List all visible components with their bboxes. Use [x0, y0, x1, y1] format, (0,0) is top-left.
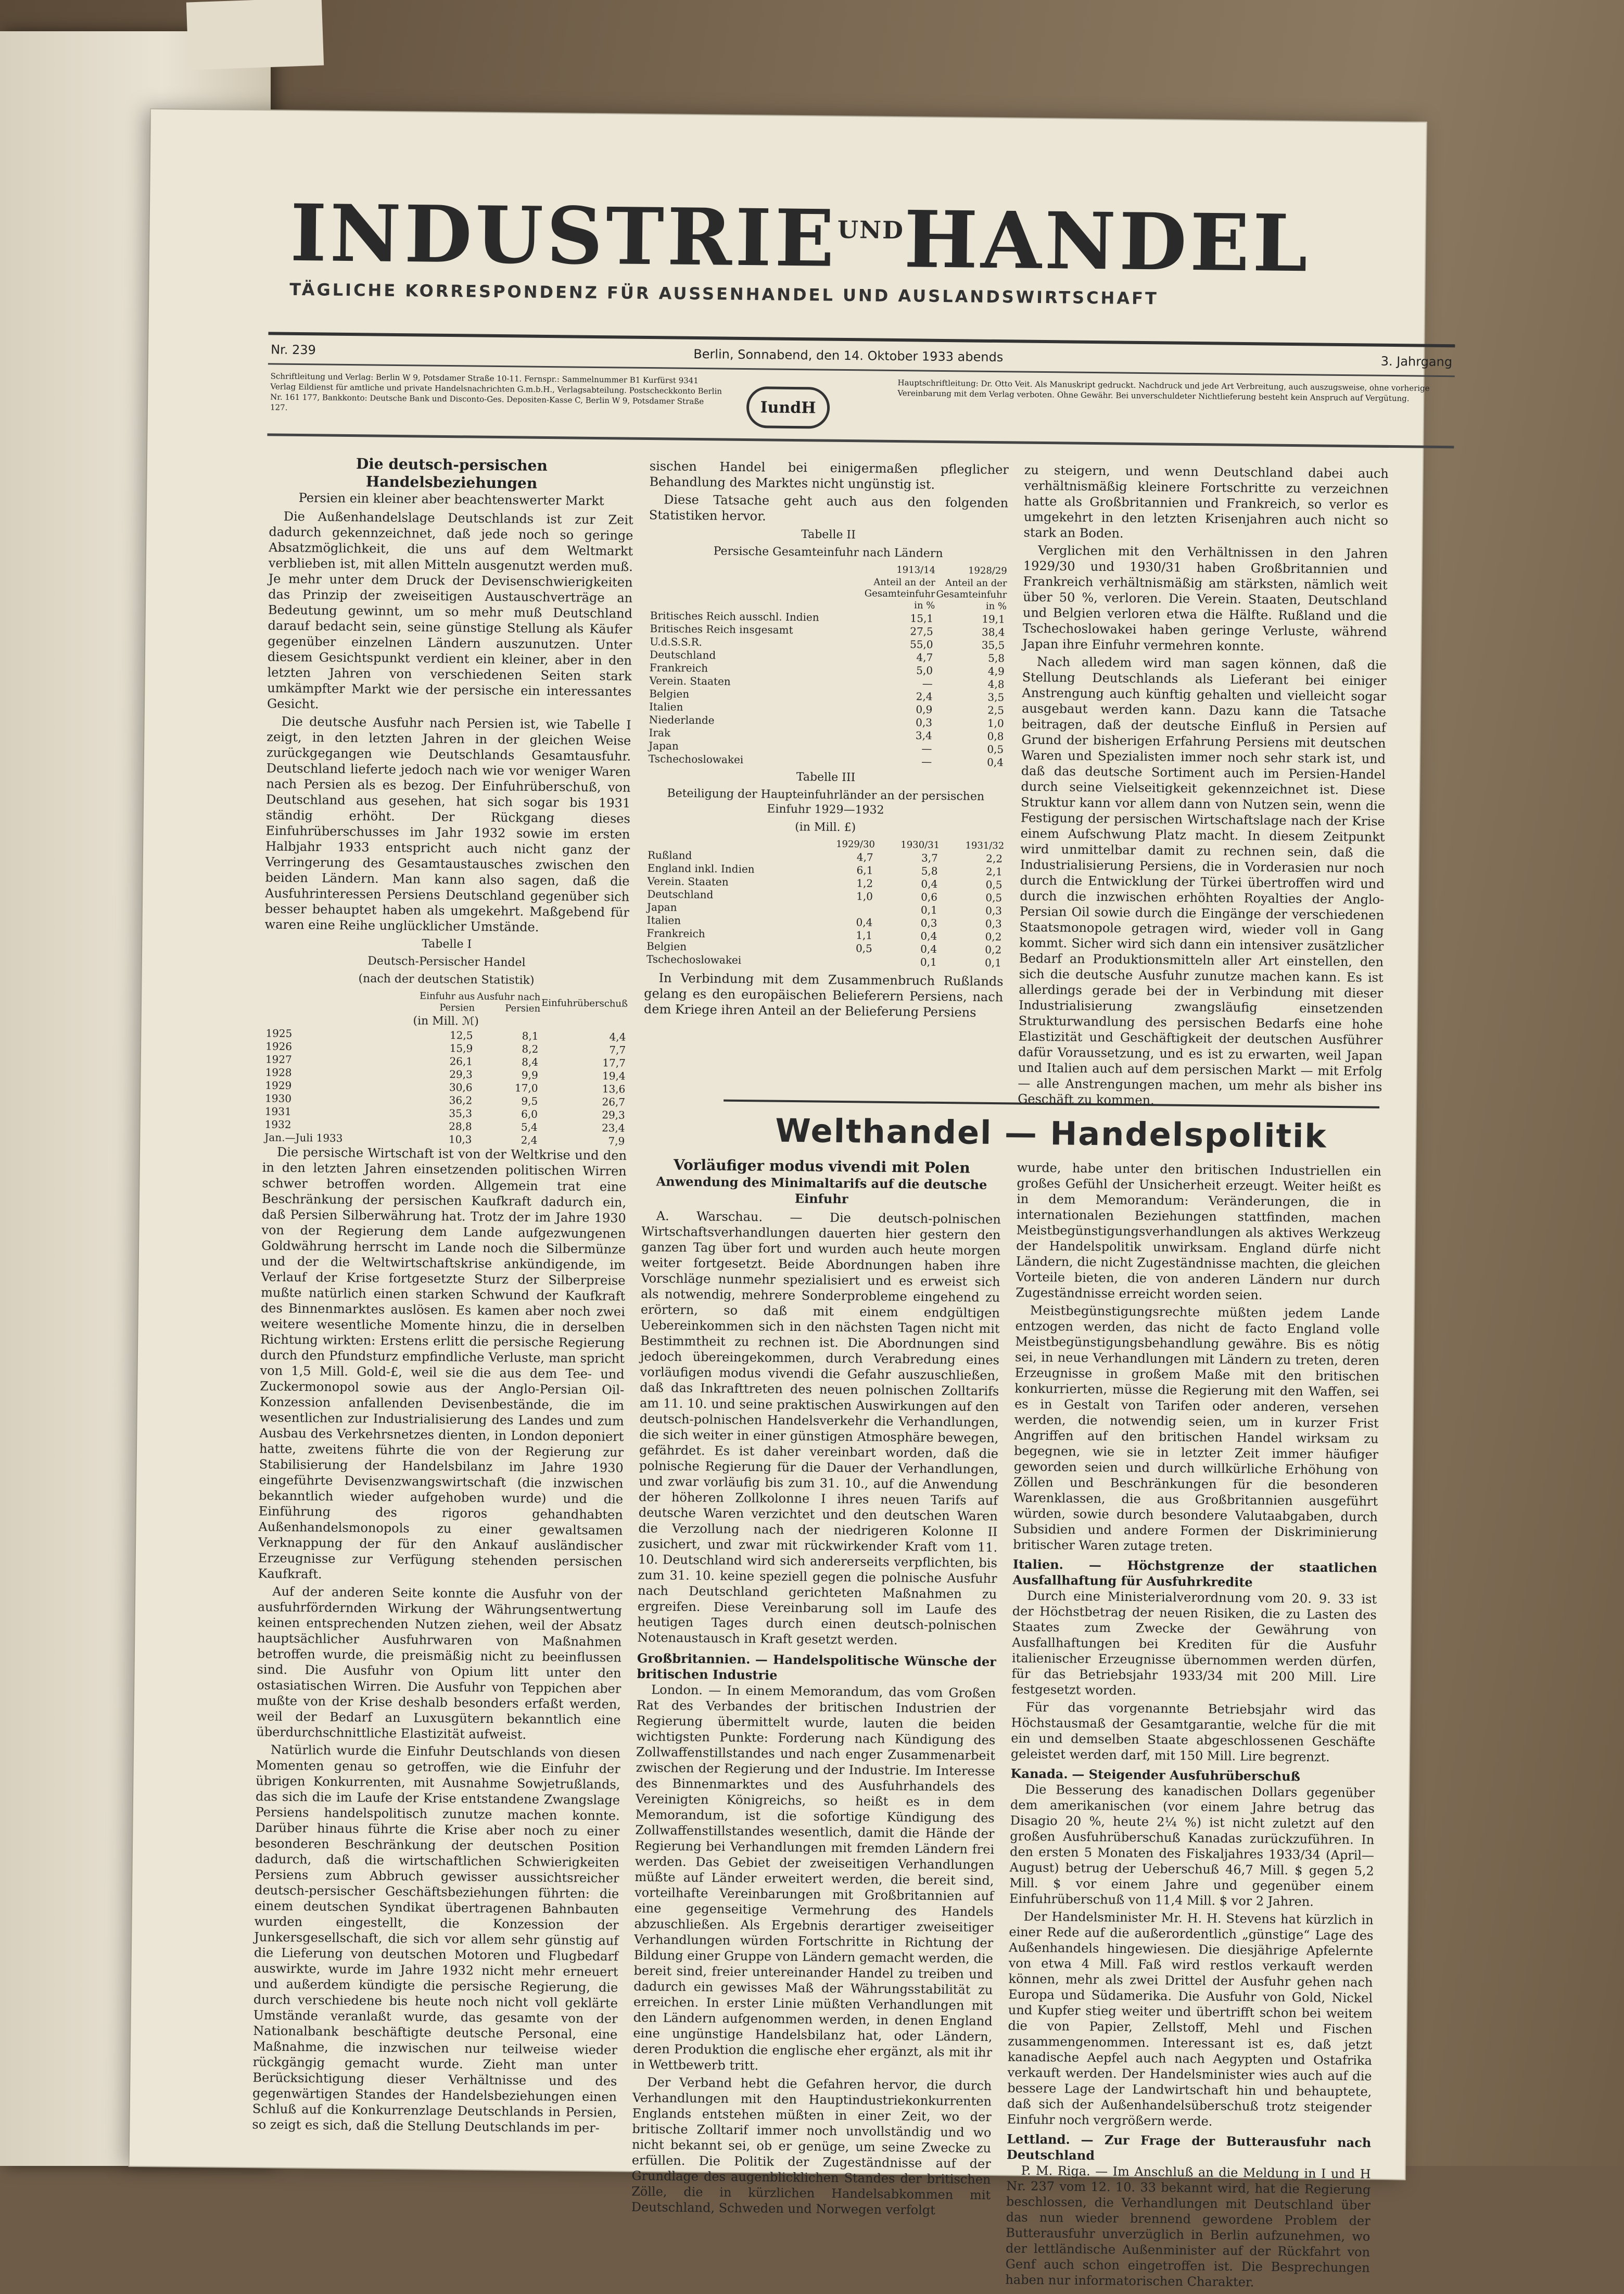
table-cell-value: 4,7: [856, 851, 873, 864]
paragraph: Nach alledem wird man sagen können, daß die Stellung Deutschlands als Lieferant bei einiger Anstrengung auch künftig gehalten und vielleicht sogar ausgebaut werden kann. Dazu kann die Tatsache beitragen, daß der deutsche Einfluß in Persien auf Grund der bisherigen Erfahrung Persiens mit deutschen Waren und Spezialisten immer noch sehr stark ist, und daß das deutsche Sortiment auch im Persien-Handel durch seine Vielseitigkeit gekennzeichnet ist. Diese Struktur kann vor allem dann von Nutzen sein, wenn die Festigung der persischen Wirtschaftslage nach der Krise einem Aufschwung Platz macht. In diesem Zeitpunkt wird unmittelbar damit zu rechnen sein, daß die Industrialisierung Persiens, die in Vorderasien nur noch durch die Entwicklung der Türkei übertroffen wird und durch die inzwischen erhöhten Royalties der Anglo-Persian Oil sowie durch die Eingänge der verschiedenen Staatsmonopole getragen wird, wieder voll in Gang kommt. Sicher wird sich dann ein intensiver zusätzlicher Bedarf an Produktionsmitteln aller Art einstellen, den sich die deutsche Ausfuhr zunutze machen kann. Es ist allerdings gerade bei der in Verbindung mit dieser Industrialisierung zwangsläufig einsetzenden Strukturwandlung des persischen Bedarfs eine hohe Elastizität und Geschäftigkeit der deutschen Ausführer dafür Voraussetzung, und es ist zu erwarten, weil Japan und Italien auch auf dem persischen Markt — mit Erfolg — alle Anstrengungen machen, um mehr als bisher ins Geschäft zu kommen.: [1018, 654, 1387, 1108]
table-cell-value: 0,4: [920, 929, 937, 942]
newspaper-page: [130, 109, 1453, 2290]
table-cell-value: 19,4: [602, 1069, 626, 1082]
table-cell-value: 30,6: [449, 1081, 473, 1094]
table-cell-value: 0,3: [985, 917, 1002, 930]
paragraph: Die Außenhandelslage Deutschlands ist zur Zeit dadurch gekennzeichnet, daß jede noch so geringe Absatzmöglichkeit, die uns auf dem Weltmarkt verblieben ist, mit allen Mitteln ausgenutzt werden muß. Je mehr unter dem Druck der Devisenschwierigkeiten das Prinzip der zweiseitigen Austauschverträge an Bedeutung gewinnt, um so mehr muß Deutschland darauf bedacht sein, seine günstige Stellung als Käufer gegenüber einzelnen Ländern auszunutzen. Unter diesem Gesichtspunkt verdient ein kleiner, aber in den letzten Jahren von verschiedenen Seiten stark umkämpfter Markt wie der persische ein interessantes Gesicht.: [267, 509, 633, 712]
table-cell-value: 2,2: [986, 852, 1003, 865]
table-cell-value: 5,4: [521, 1120, 538, 1133]
article-title-gb: Großbritannien.: [637, 1650, 751, 1667]
table-cell-value: 1,2: [856, 877, 873, 890]
dateline: Berlin, Sonnabend, den 14. Oktober 1933 abends: [693, 346, 1004, 365]
table-cell-country: Niederlande: [649, 713, 715, 727]
table-cell-value: 4,9: [987, 664, 1005, 678]
masthead-title-a: INDUSTRIE: [289, 187, 838, 285]
table-cell-country: Rußland: [647, 849, 692, 862]
paragraph: Verglichen mit den Verhältnissen in den Jahren 1929/30 und 1930/31 haben Großbritannien und Frankreich verhältnismäßig am stärksten, nämlich weit über 50 %, verloren. Die Verein. Staaten, Deutschland und Belgien verloren etwa die Hälfte. Rußland und die Tschechoslowakei haben geringe Verluste, während Japan ihre Einfuhr vermehren konnte.: [1022, 543, 1388, 654]
table-cell-value: 0,5: [987, 742, 1004, 756]
section-heading: Welthandel — Handelspolitik: [723, 1100, 1379, 1156]
table-cell-value: 0,3: [916, 716, 933, 729]
table-cell-value: —: [921, 742, 932, 755]
table-cell-year: 1929: [265, 1079, 292, 1092]
article-title-kanada: Kanada.: [1010, 1766, 1068, 1782]
table1-title: Deutsch-Persischer Handel: [367, 954, 526, 969]
table-cell-value: 2,4: [916, 690, 933, 703]
table-cell-value: 26,7: [602, 1095, 626, 1108]
table-cell-value: 7,9: [608, 1135, 625, 1148]
table-cell-value: 0,4: [987, 755, 1004, 769]
table-cell-year: 1932: [264, 1118, 291, 1131]
table-cell-year: 1926: [265, 1040, 293, 1053]
paragraph: zu steigern, und wenn Deutschland dabei auch verhältnismäßig kleinere Fortschritte zu verzeichnen hatte als Großbritannien und Frankreich, so verlor es umgekehrt in den letzten Krisenjahren auch nicht so stark an Boden.: [1023, 462, 1389, 541]
table-cell-value: 4,7: [916, 651, 933, 664]
table-cell-value: 0,5: [985, 878, 1003, 891]
table-cell-value: 10,3: [448, 1133, 472, 1146]
paragraph: Der Verband hebt die Gefahren hervor, die durch Verhandlungen mit den Hauptindustriekonkurrenten Englands entstehen müßten in einer Zeit, wo der britische Zolltarif immer noch unvollständig und wo nicht bekannt sei, ob er genüge, um seine Zwecke zu erfüllen. Die Politik der Zugeständnisse auf der Grundlage des augenblicklichen Standes der britischen Zölle, die in kürzlichen Handelsabkommen mit Deutschland, Schweden und Norwegen verfolgt: [631, 2075, 992, 2217]
table-cell-country: Verein. Staaten: [647, 875, 729, 888]
table3-col: 1931/32: [965, 840, 1005, 852]
table-cell-value: 0,5: [985, 891, 1003, 904]
table1-unit: (in Mill. ℳ): [413, 1014, 479, 1028]
table-cell-country: Tschechoslowakei: [646, 953, 742, 966]
table-cell-year: 1927: [265, 1053, 292, 1066]
table-cell-value: 29,3: [602, 1108, 625, 1121]
table-cell-country: Britisches Reich ausschl. Indien: [650, 609, 819, 624]
table3-unit: (in Mill. £): [795, 821, 856, 835]
table-cell-value: 3,4: [915, 729, 932, 742]
paragraph: Natürlich wurde die Einfuhr Deutschlands von diesen Momenten genau so getroffen, wie die Einfuhr der übrigen Konkurrenten, mit Ausnahme Sowjetrußlands, das sich die im Laufe der Krise entstandene Zwangslage Persiens handelspolitisch zunutze machen konnte. Darüber hinaus führte die Krise aber noch zu einer besonderen Beschränkung der deutschen Position dadurch, daß die wirtschaftlichen Schwierigkeiten Persiens zum Abbruch gewisser aussichtsreicher deutsch-persischer Geschäftsbeziehungen führten: die einem deutschen Syndikat übertragenen Bahnbauten wurden eingestellt, die Konzession der Junkersgesellschaft, die sich vor allem sehr günstig auf die Lieferung von deutschen Motoren und Flugbedarf auswirkte, wurde im Jahre 1932 nicht mehr erneuert und außerdem kündigte die persische Regierung, die durch verschiedene bis heute noch nicht voll geklärte Umstände veranlaßt wurde, das gesamte von der Nationalbank beschäftigte deutsche Personal, eine Maßnahme, die inzwischen nur teilweise wieder rückgängig gemacht wurde. Zieht man unter Berücksichtigung dieser Verhältnisse und des gegenwärtigen Standes der Handelsbeziehungen einen Schluß auf die Konkurrenzlage Deutschlands in Persien, so zeigt es sich, daß die Stellung Deutschlands im per-: [252, 1742, 621, 2136]
table-cell-value: 23,4: [601, 1121, 625, 1135]
table-cell-value: 5,8: [988, 651, 1005, 665]
table-cell-value: 0,1: [984, 956, 1002, 969]
table-cell-value: 15,1: [910, 612, 934, 625]
article-title-lettland: Lettland.: [1007, 2131, 1070, 2147]
table-cell-country: Frankreich: [646, 927, 705, 940]
table-cell-value: —: [921, 755, 932, 768]
table-cell-value: 0,4: [921, 877, 938, 890]
table-cell-value: 0,5: [855, 942, 872, 955]
table-cell-value: 2,5: [987, 703, 1005, 717]
masthead-subtitle: TÄGLICHE KORRESPONDENZ FÜR AUSSENHANDEL UND AUSLANDSWIRTSCHAFT: [289, 279, 1159, 309]
table-cell-country: England inkl. Indien: [647, 862, 755, 876]
column-3-bottom: [1005, 1160, 1381, 2293]
paragraph: Für das vorgenannte Betriebsjahr wird das Höchstausmaß der Gesamtgarantie, welche für die mit ein und demselben Staate abgeschlossenen Geschäfte geleistet werden darf, mit 150 Mill. Lire begrenzt.: [1010, 1699, 1376, 1764]
table-cell-country: Belgien: [646, 940, 687, 953]
table-cell-value: 13,6: [602, 1082, 626, 1095]
table-cell-country: Britisches Reich insgesamt: [650, 622, 793, 636]
table-cell-value: 3,7: [921, 851, 938, 864]
table-cell-value: 5,8: [921, 864, 938, 877]
table2: [646, 561, 1008, 769]
table-cell-value: 5,0: [916, 664, 933, 677]
table-cell-value: 27,5: [910, 625, 933, 638]
table2-caption: Tabelle II: [801, 528, 856, 542]
table-cell-value: 8,2: [522, 1042, 539, 1055]
column-1: [252, 454, 634, 2138]
article-subtitle-italien: — Höchstgrenze der staatlichen Ausfallhaftung für Ausfuhrkredite: [1012, 1557, 1377, 1590]
paragraph: Die Besserung des kanadischen Dollars gegenüber dem amerikanischen (vor einem Jahre betrug das Disagio 20 %, heute 2¼ %) ist nicht zuletzt auf den großen Ausfuhrüberschuß Kanadas zurückzuführen. In den ersten 5 Monaten des Fiskaljahres 1933/34 (April—August) betrug der Ueberschuß 46,7 Mill. $ gegen 5,2 Mill. $ vor einem Jahre und gegenüber einem Einfuhrüberschuß von 11,4 Mill. $ vor 2 Jahren.: [1009, 1782, 1375, 1909]
table-cell-value: 8,1: [522, 1029, 539, 1042]
paragraph: Durch eine Ministerialverordnung vom 20. 9. 33 ist der Höchstbetrag der neuen Risiken, die zu Lasten des Staates zum Zwecke der Gewährung von Ausfallhaftungen bei Krediten für die Ausfuhr italienischer Erzeugnisse übernommen werden dürfen, für das Betriebsjahr 1933/34 mit 200 Mill. Lire festgesetzt worden.: [1011, 1588, 1377, 1698]
masthead-title-und: UND: [837, 215, 905, 245]
table-cell-value: 26,1: [449, 1055, 473, 1068]
table-cell-value: 7,7: [609, 1043, 626, 1056]
table-cell-year: Jan.—Juli 1933: [264, 1131, 343, 1144]
table1-header: Ausfuhr nach Persien: [477, 991, 541, 1014]
table-cell-country: Verein. Staaten: [649, 674, 731, 688]
masthead-title-b: HANDEL: [903, 194, 1311, 290]
table-cell-country: Japan: [649, 739, 679, 752]
table-cell-value: 0,1: [920, 903, 937, 916]
table-cell-value: 0,3: [920, 916, 937, 929]
table-cell-country: Irak: [649, 726, 671, 739]
article-head-lettland: [1007, 2131, 1372, 2166]
paragraph: Auf der anderen Seite konnte die Ausfuhr von der ausfuhrfördernden Wirkung der Währungsentwertung keinen entsprechenden Nutzen ziehen, weil der Absatz hauptsächlicher Ausfuhrwaren von Maßnahmen betroffen wurde, die preismäßig nicht zu beeinflussen sind. Die Ausfuhr von Opium litt unter den ostasiatischen Wirren. Die Ausfuhr von Teppichen aber mußte von der Krise deshalb besonders erfaßt werden, weil der Bedarf an Luxusgütern bekanntlich eine überdurchschnittliche Elastizität aufweist.: [256, 1584, 623, 1742]
table-cell-value: 55,0: [909, 638, 933, 651]
table-cell-value: 4,8: [987, 677, 1005, 691]
imprint-rule: [267, 433, 1454, 448]
issue-number: Nr. 239: [271, 342, 316, 358]
table1-caption: Tabelle I: [422, 937, 472, 951]
table-cell-country: Frankreich: [649, 661, 708, 675]
table3-caption: Tabelle III: [796, 771, 856, 785]
table-cell-value: 1,1: [856, 929, 873, 942]
article-subtitle-polen: Anwendung des Minimaltarifs auf die deutsche Einfuhr: [656, 1174, 987, 1207]
table-cell-country: Tschechoslowakei: [648, 752, 744, 766]
table-cell-value: 0,3: [985, 904, 1003, 917]
paragraph: sischen Handel bei einigermaßen pfleglicher Behandlung des Marktes nicht ungünstig ist.: [649, 459, 1009, 492]
table-cell-value: 12,5: [449, 1029, 473, 1042]
table-cell-value: 1,0: [856, 890, 873, 903]
table-cell-year: 1928: [265, 1066, 292, 1079]
table-cell-value: 17,7: [602, 1056, 626, 1069]
table-cell-value: 0,1: [920, 955, 937, 968]
table-cell-country: Italien: [646, 914, 681, 927]
article-head-gb: [637, 1650, 996, 1685]
table-cell-value: 15,9: [449, 1042, 473, 1055]
table-cell-country: Deutschland: [649, 648, 716, 662]
column-3: [1018, 462, 1389, 1113]
paper-scrap: [186, 0, 324, 70]
table2-col: 1928/29: [968, 565, 1007, 577]
masthead-title: [289, 187, 1456, 290]
table-cell-value: 0,9: [916, 703, 933, 716]
article-title-italien: Italien.: [1012, 1556, 1064, 1572]
paragraph: A. Warschau. — Die deutsch-polnischen Wirtschaftsverhandlungen dauerten hier gestern den ganzen Tag über fort und wurden auch heute morgen weiter fortgesetzt. Beide Abordnungen haben ihre Vorschläge nunmehr spezialisiert und es erweist sich als notwendig, mehrere Sonderprobleme eingehend zu erörtern, so daß mit einem endgültigen Uebereinkommen sich in den nächsten Tagen nicht mit Bestimmtheit zu rechnen ist. Die Abordnungen sind jedoch übereingekommen, durch Verabredung eines vorläufigen modus vivendi die Gefahr auszuschließen, daß das Inkrafttreten des neuen polnischen Zolltarifs am 11. 10. und seine praktischen Auswirkungen auf den deutsch-polnischen Handelsverkehr die Verhandlungen, die sich weiter in einer günstigen Atmosphäre bewegen, gefährdet. Es ist daher vereinbart worden, daß die polnische Regierung für die Dauer der Verhandlungen, und zwar vorläufig bis zum 31. 10., auf die Anwendung der höheren Zollkolonne I ihres neuen Tarifs auf deutsche Waren verzichtet und den deutschen Waren die Verzollung nach der niedrigeren Kolonne II zusichert, und zwar mit rückwirkender Kraft vom 11. 10. Deutschland wird sich andererseits verpflichten, bis zum 31. 10. keine speziell gegen die polnische Ausfuhr nach Deutschland gerichteten Maßnahmen zu ergreifen. Diese Vereinbarung soll im Laufe des heutigen Tages durch einen deutsch-polnischen Notenaustausch in Kraft gesetzt werden.: [637, 1208, 1001, 1648]
publisher-logo: IundH: [746, 386, 830, 429]
table-cell-value: 0,2: [985, 943, 1002, 956]
imprint-right: Hauptschriftleitung: Dr. Otto Veit. Als Manuskript gedruckt. Nachdruck und jede Art Verbreitung, auch auszugsweise, ohne vorherige Vereinbarung mit dem Verlag verboten. Ohne Gewähr. Bei unverschuldeter Nichtlieferung besteht kein Anspruch auf Vergütung.: [897, 378, 1430, 404]
table-cell-value: [810, 902, 874, 916]
table3: [644, 836, 1005, 969]
column-2: [644, 458, 1009, 1023]
table2-col: 1913/14: [896, 564, 936, 576]
table-cell-value: 35,3: [449, 1107, 473, 1120]
paragraph: Die deutsche Ausfuhr nach Persien ist, wie Tabelle I zeigt, in den letzten Jahren in der gleichen Weise zurückgegangen wie Deutschlands Gesamtausfuhr. Deutschland lieferte jedoch nach wie vor weniger Waren nach Persien als es bezog. Der Einfuhrüberschuß, von Deutschland aus gesehen, hat sich sogar bis 1931 ständig erhöht. Der Rückgang dieses Einfuhrüberschusses im Jahr 1932 sowie im ersten Halbjahr 1933 entspricht auch nicht ganz der Verringerung des Gesamtaustausches zwischen den beiden Ländern. Man kann also sagen, daß die Ausfuhrinteressen Persiens Deutschland gegenüber sich besser behauptet haben als umgekehrt. Maßgebend für waren eine Reihe unglücklicher Umstände.: [264, 714, 631, 935]
table-cell-value: 2,4: [521, 1133, 538, 1146]
article-subtitle-kanada: — Steigender Ausfuhrüberschuß: [1072, 1766, 1301, 1784]
table-cell-value: 28,8: [449, 1120, 472, 1133]
table2-sub: Anteil an der Gesamteinfuhr in %: [864, 576, 935, 611]
table-cell-value: 2,1: [985, 865, 1003, 878]
table-cell-country: Japan: [646, 901, 677, 914]
table-cell-value: 0,6: [921, 890, 938, 903]
table-cell-value: 4,4: [609, 1030, 626, 1043]
table1-note: (nach der deutschen Statistik): [358, 972, 535, 987]
table-cell-value: 17,0: [514, 1081, 538, 1094]
paragraph: In Verbindung mit dem Zusammenbruch Rußlands gelang es den europäischen Belieferern Persiens, nach dem Kriege ihren Anteil an der Belieferung Persiens: [643, 970, 1004, 1020]
table-cell-country: U.d.S.S.R.: [650, 635, 703, 649]
paragraph: Meistbegünstigungsrechte müßten jedem Lande entzogen werden, das nicht de facto England volle Meistbegünstigungsbehandlung gewähre. Bis es nötig sei, in neue Verhandlungen mit Ländern zu treten, deren Erzeugnisse in großem Maße mit den britischen konkurrierten, müsse die Regierung mit den Waffen, sei es in Gestalt von Tarifen oder anderen, versehen werden, die notwendig seien, um in kurzer Frist Angriffen auf den britischen Handel wirksam zu begegnen, wie sie in letzter Zeit immer häufiger geworden seien und durch willkürliche Erhöhung von Zöllen und Beschränkungen für die besonderen Warenklassen, die aus Großbritannien ausgeführt würden, sowie durch besondere Valutaabgaben, durch Subsidien und andere Formen der Diskriminierung britischer Waren zutage treten.: [1013, 1303, 1380, 1554]
column-2-bottom: [631, 1156, 1001, 2221]
article-title-persien: Die deutsch-persischen Handelsbeziehungen: [356, 455, 548, 492]
table-cell-country: Italien: [649, 700, 683, 713]
table3-col: 1929/30: [836, 838, 876, 850]
paragraph: Der Handelsminister Mr. H. H. Stevens hat kürzlich in einer Rede auf die außerordentlich „günstige“ Lage des Außenhandels hingewiesen. Die diesjährige Apfelernte von etwa 4 Mill. Faß wird restlos verkauft werden können, mehr als zwei Drittel der Ausfuhr gehen nach Europa und Südamerika. Die Ausfuhr von Gold, Nickel und Kupfer stieg weiter und übertrifft schon bei weitem die von Papier, Zellstoff, Mehl und Fischen zusammengenommen. Interessant ist es, daß jetzt kanadische Aepfel auch nach Aegypten und Ostafrika verkauft werden. Der Handelsminister wies auch auf die bessere Lage der Landwirtschaft hin und behauptete, daß sich der Außenhandelsüberschuß trotz steigender Einfuhr noch vergrößern werde.: [1007, 1909, 1374, 2129]
article-subtitle-persien: Persien ein kleiner aber beachtenswerter Markt: [298, 490, 604, 509]
table-cell-country: Deutschland: [647, 888, 714, 901]
table1-header: Einfuhr aus Persien: [420, 990, 475, 1014]
table-cell-value: 3,5: [987, 690, 1005, 704]
paragraph: Diese Tatsache geht auch aus den folgenden Statistiken hervor.: [649, 492, 1009, 524]
table-cell-value: 0,4: [856, 916, 873, 929]
table-cell-value: 29,3: [449, 1068, 473, 1081]
table-cell-value: 38,4: [981, 625, 1005, 639]
table-cell-value: 9,5: [521, 1094, 538, 1107]
article-title-polen: Vorläufiger modus vivendi mit Polen: [673, 1156, 970, 1177]
table-cell-value: 0,4: [920, 942, 937, 955]
table-cell-value: 19,1: [982, 612, 1005, 626]
paragraph: Die persische Wirtschaft ist von der Weltkrise und den in den letzten Jahren einsetzenden politischen Wirren schwer betroffen worden. Allgemein trat eine Beschränkung der persischen Kaufkraft dadurch ein, daß Persien Silberwährung hat. Trotz der im Jahre 1930 von der Regierung dem Lande aufgezwungenen Goldwährung herrscht im Lande noch die Silbermünze und der die Weltwirtschaftskrise ankündigende, im Verlauf der Krise fortgesetzte Sturz der Silberpreise mußte natürlich einen starken Schwund der Kaufkraft des Binnenmarktes auslösen. Es kamen aber noch zwei weitere wesentliche Momente hinzu, die in derselben Richtung wirkten: Erstens erlitt die persische Regierung durch den Pfundsturz empfindliche Verluste, man spricht von 1,5 Mill. Gold-£, weil sie die aus dem Tee- und Zuckermonopol sowie aus der Anglo-Persian Oil-Konzession anfallenden Devisenbestände, die im wesentlichen zur Industrialisierung des Landes und zum Ausbau des Verkehrsnetzes dienten, in London deponiert hatte, zweitens führte die von der Regierung zur Stabilisierung der Handelsbilanz im Jahre 1930 eingeführte Devisenzwangswirtschaft (die inzwischen bekanntlich wieder aufgehoben wurde) und die Einführung des rigoros gehandhabten Außenhandelsmonopols zu einer gewaltsamen Verknappung der für den Ankauf ausländischer Erzeugnisse zur Verfügung stehenden persischen Kaufkraft.: [258, 1144, 627, 1582]
table1: [262, 988, 628, 1148]
article-head-italien: [1012, 1556, 1377, 1591]
table3-col: 1930/31: [900, 839, 940, 851]
table-cell-value: 9,9: [521, 1068, 538, 1081]
table-cell-value: 8,4: [522, 1055, 539, 1068]
table1-header: Einfuhrüberschuß: [541, 997, 628, 1010]
paragraph: P. M. Riga. — Im Anschluß an die Meldung in I und H Nr. 237 vom 12. 10. 33 bekannt wird, hat die Regierung beschlossen, die Verhandlungen mit Deutschland über das nun wieder brennend gewordene Problem der Butterausfuhr unverzüglich in Berlin aufzunehmen, wo der lettländische Außenminister auf der Rückfahrt von Genf auch schon eingetroffen ist. Die Besprechungen haben nur informatorischen Charakter.: [1005, 2163, 1371, 2290]
table-cell-year: 1925: [265, 1027, 293, 1040]
table-cell-value: 0,8: [987, 729, 1004, 743]
table-cell-value: 0,2: [985, 930, 1002, 943]
table-cell-value: —: [922, 677, 933, 690]
article-subtitle-gb: — Handelspolitische Wünsche der britischen Industrie: [637, 1652, 997, 1683]
table-cell-value: [809, 954, 874, 968]
table-cell-value: 36,2: [449, 1094, 473, 1107]
table-cell-value: 6,1: [856, 864, 873, 877]
table-cell-value: 6,0: [521, 1107, 538, 1120]
table2-sub: Anteil an der Gesamteinfuhr in %: [936, 577, 1007, 612]
table-cell-value: 1,0: [987, 716, 1004, 730]
table3-title: Beteiligung der Haupteinfuhrländer an der persischen Einfuhr 1929—1932: [667, 787, 985, 817]
table-cell-value: 35,5: [981, 638, 1005, 652]
table-cell-year: 1930: [264, 1092, 292, 1105]
table2-title: Persische Gesamteinfuhr nach Ländern: [713, 545, 943, 560]
article-subtitle-lettland: — Zur Frage der Butterausfuhr nach Deutschland: [1006, 2132, 1372, 2163]
imprint-left: Schriftleitung und Verlag: Berlin W 9, Potsdamer Straße 10-11. Fernspr.: Sammelnummer B1 Kurfürst 9341 Verlag Eildienst für amtliche und private Handelsnachrichten G.m.b.H., Verlagsabteilung. Postscheckkonto Berlin Nr. 161 177, Bankkonto: Deutsche Bank und Disconto-Ges. Depositen-Kasse C, Berlin W 9, Potsdamer Straße 127.: [270, 371, 722, 412]
table-cell-country: Belgien: [649, 687, 690, 700]
volume: 3. Jahrgang: [1380, 354, 1453, 370]
table-cell-year: 1931: [264, 1105, 291, 1118]
paragraph: London. — In einem Memorandum, das vom Großen Rat des Verbandes der britischen Industrien der Regierung übermittelt wurde, lauten die beiden wichtigsten Punkte: Forderung nach Kündigung des Zollwaffenstillstandes und nach enger Zusammenarbeit zwischen der Regierung und der Industrie. Im Interesse des Binnenmarktes und des Ausfuhrhandels des Vereinigten Königreichs, so heißt es in dem Memorandum, ist die sofortige Kündigung des Zollwaffenstillstandes wesentlich, damit die Hände der Regierung bei Verhandlungen mit fremden Ländern frei werden. Das Gebiet der zweiseitigen Verhandlungen müßte auf Länder erweitert werden, die bereit sind, vorteilhafte Vereinbarungen mit Großbritannien auf eine gegenseitige Vermehrung des Handels abzuschließen. Als Ergebnis derartiger zweiseitiger Verhandlungen würden Fortschritte in Richtung der Bildung einer Gruppe von Ländern gemacht werden, die bereit sind, freier untereinander Handel zu treiben und dadurch ein gewisses Maß der Währungsstabilität zu erreichen. In erster Linie müßten Verhandlungen mit den Ländern aufgenommen werden, in denen England eine ungünstige Handelsbilanz hat, oder Ländern, deren Produktion die englische eher ergänzt, als mit ihr in Wettbewerb tritt.: [632, 1682, 996, 2073]
paragraph: wurde, habe unter den britischen Industriellen ein großes Gefühl der Unsicherheit erzeugt. Weiter heißt es in dem Memorandum: Veränderungen, die in internationalen Beziehungen stattfinden, machen Meistbegünstigungsverhandlungen als aktives Werkzeug der Handelspolitik unwirksam. England dürfe nicht Ländern, die nicht Zugeständnisse machten, die gleichen Vorteile bieten, die von anderen Ländern nur durch Zugeständnisse erreicht worden seien.: [1016, 1160, 1381, 1303]
masthead: [289, 187, 1456, 311]
